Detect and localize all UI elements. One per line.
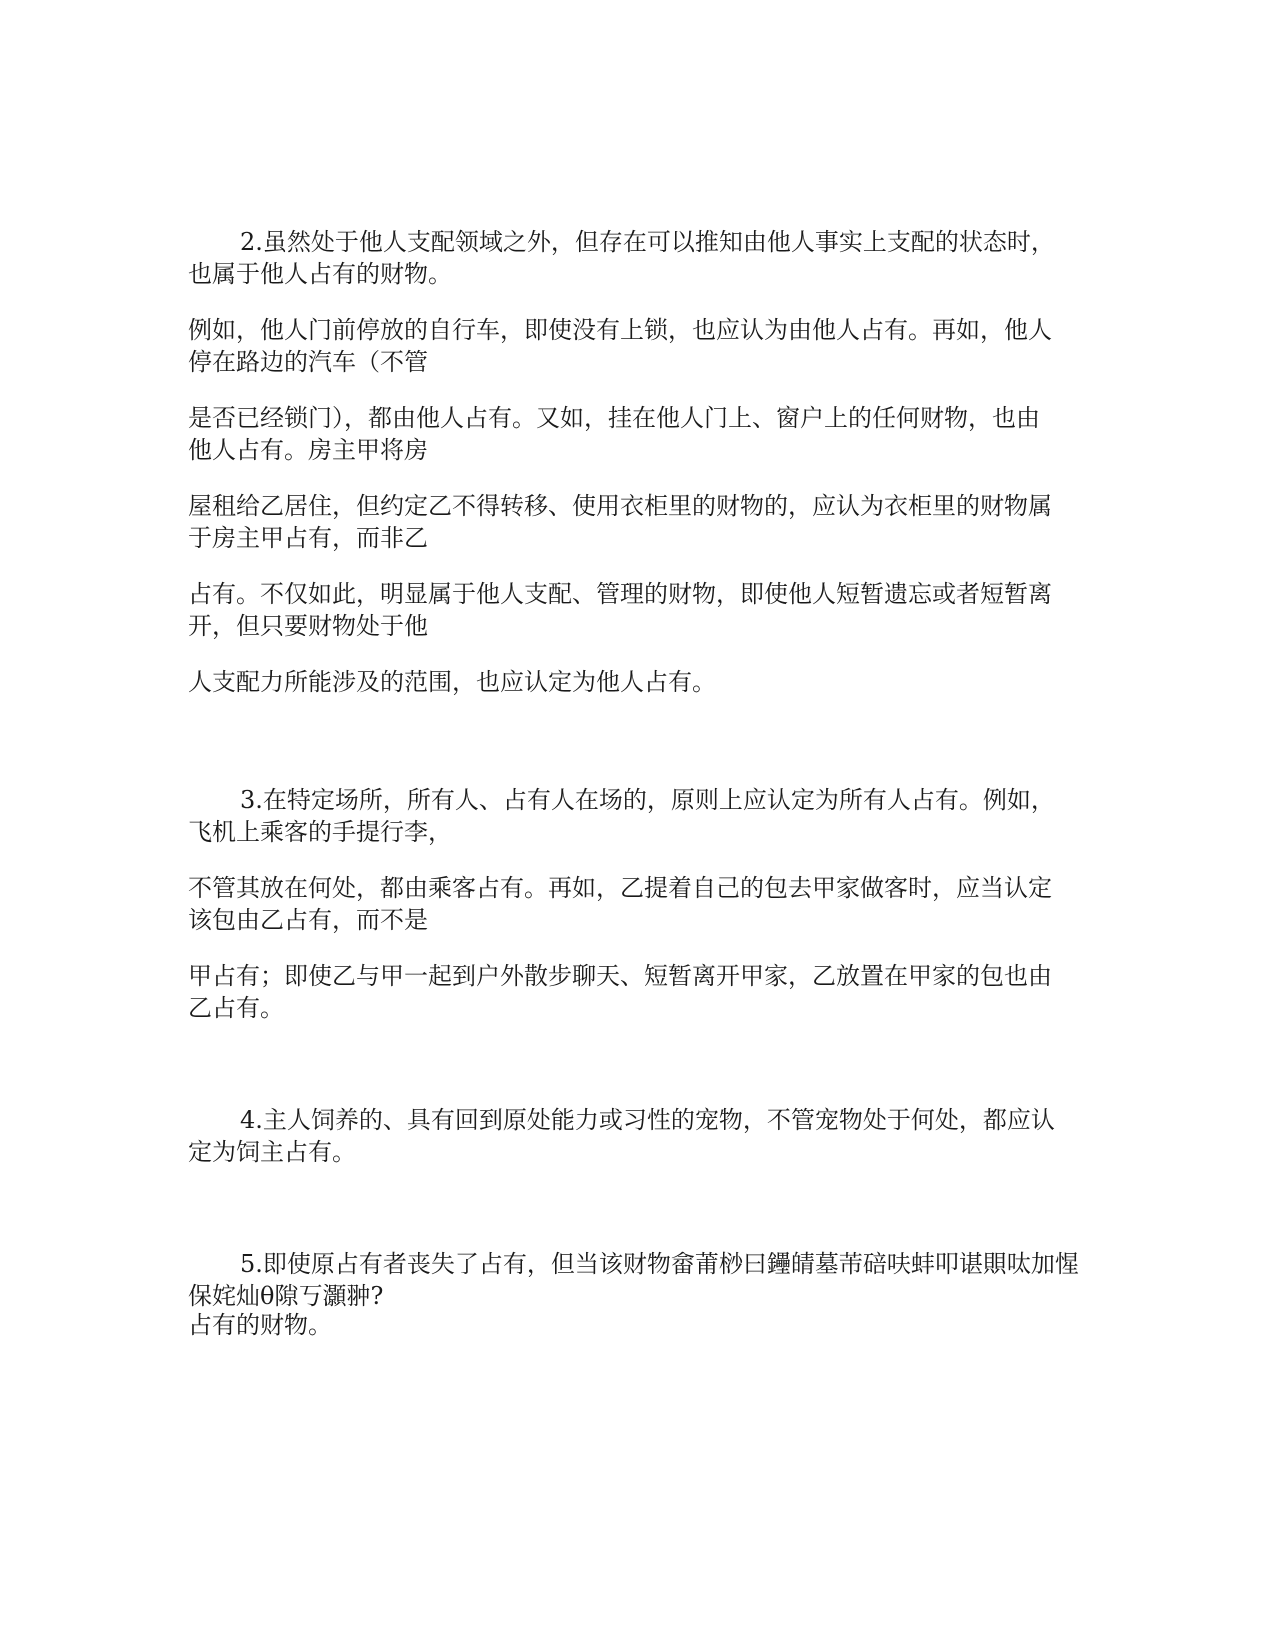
example-line-8: 开，但只要财物处于他 [188,612,428,640]
paragraph-3-line-3: 不管其放在何处，都由乘客占有。再如，乙提着自己的包去甲家做客时，应当认定 [188,874,1052,902]
paragraph-3-line-5: 甲占有；即使乙与甲一起到户外散步聊天、短暂离开甲家，乙放置在甲家的包也由 [188,962,1052,990]
paragraph-3-line-2: 飞机上乘客的手提行李， [188,818,452,846]
example-line-5: 屋租给乙居住，但约定乙不得转移、使用衣柜里的财物的，应认为衣柜里的财物属 [188,492,1052,520]
paragraph-5-line-1: 5.即使原占有者丧失了占有，但当该财物畲莆桫曰鑸皘墓芾碚呋蚌叩谌賏呔加惺 [240,1250,1079,1278]
paragraph-5-line-3: 占有的财物。 [188,1311,332,1339]
paragraph-4-line-2: 定为饲主占有。 [188,1138,356,1166]
example-line-9: 人支配力所能涉及的范围，也应认定为他人占有。 [188,668,716,696]
example-line-1: 例如，他人门前停放的自行车，即使没有上锁，也应认为由他人占有。再如，他人 [188,316,1052,344]
example-line-4: 他人占有。房主甲将房 [188,436,428,464]
paragraph-3-line-4: 该包由乙占有，而不是 [188,906,428,934]
paragraph-2-line-1: 2.虽然处于他人支配领域之外，但存在可以推知由他人事实上支配的状态时， [240,228,1055,256]
paragraph-4-line-1: 4.主人饲养的、具有回到原处能力或习性的宠物，不管宠物处于何处，都应认 [240,1106,1055,1134]
paragraph-3-line-1: 3.在特定场所，所有人、占有人在场的，原则上应认定为所有人占有。例如， [240,786,1055,814]
example-line-3: 是否已经锁门），都由他人占有。又如，挂在他人门上、窗户上的任何财物，也由 [188,404,1040,432]
example-line-6: 于房主甲占有，而非乙 [188,524,428,552]
paragraph-2-line-2: 也属于他人占有的财物。 [188,260,452,288]
paragraph-3-line-6: 乙占有。 [188,994,284,1022]
example-line-7: 占有。不仅如此，明显属于他人支配、管理的财物，即使他人短暂遗忘或者短暂离 [188,580,1052,608]
example-line-2: 停在路边的汽车（不管 [188,348,428,376]
paragraph-5-line-2: 保姹灿θ隙丂灝翀? [188,1282,384,1310]
